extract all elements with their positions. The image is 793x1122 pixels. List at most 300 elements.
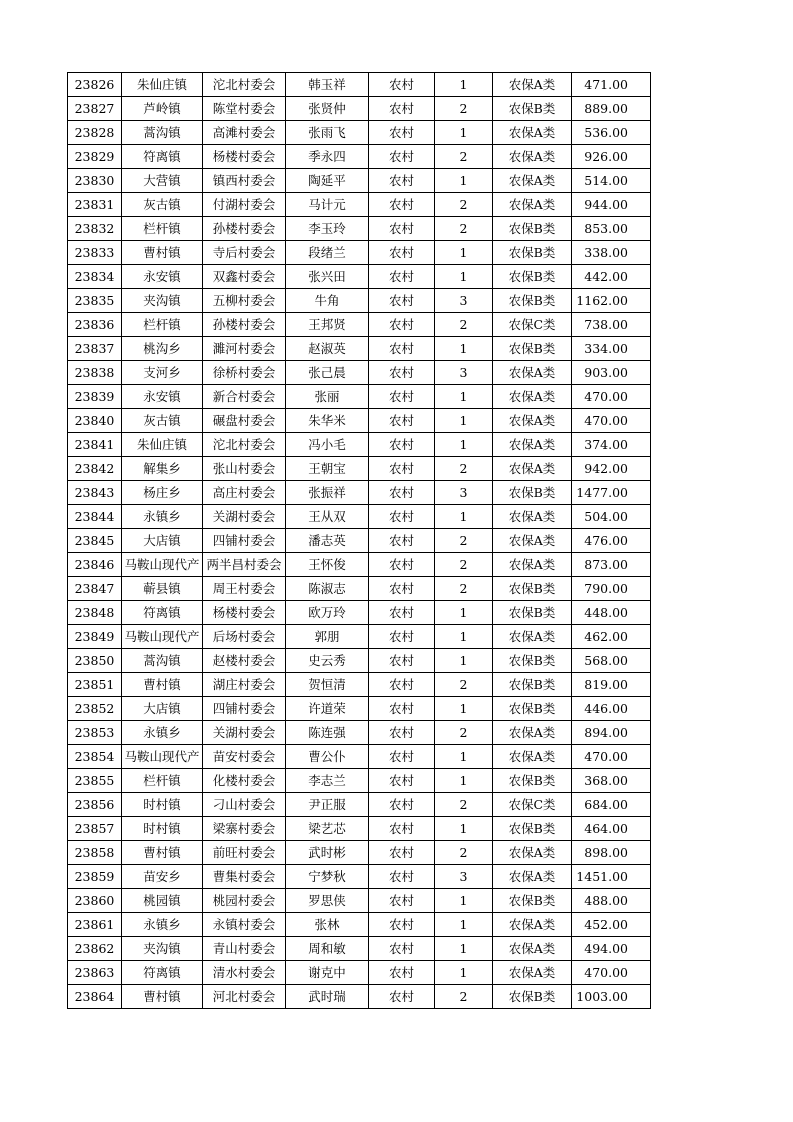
insurance-type-cell: 农保B类	[493, 241, 572, 265]
insurance-type-cell: 农保B类	[493, 265, 572, 289]
record-id-cell: 23826	[68, 73, 122, 97]
category-cell: 农村	[369, 73, 435, 97]
name-cell: 罗思侠	[286, 889, 369, 913]
household-size-cell: 2	[435, 577, 493, 601]
town-cell: 灰古镇	[122, 409, 203, 433]
insurance-type-cell: 农保A类	[493, 529, 572, 553]
table-row	[68, 721, 651, 745]
insurance-type-cell: 农保A类	[493, 457, 572, 481]
category-cell: 农村	[369, 337, 435, 361]
insurance-type-cell: 农保A类	[493, 73, 572, 97]
insurance-type-cell: 农保C类	[493, 793, 572, 817]
village-committee-cell: 杨楼村委会	[203, 601, 286, 625]
table-row	[68, 817, 651, 841]
household-size-cell: 2	[435, 313, 493, 337]
village-committee-cell: 赵楼村委会	[203, 649, 286, 673]
category-cell: 农村	[369, 961, 435, 985]
table-row	[68, 457, 651, 481]
name-cell: 张己晨	[286, 361, 369, 385]
household-size-cell: 1	[435, 169, 493, 193]
record-id-cell: 23859	[68, 865, 122, 889]
category-cell: 农村	[369, 577, 435, 601]
village-committee-cell: 桃园村委会	[203, 889, 286, 913]
town-cell: 支河乡	[122, 361, 203, 385]
amount-cell: 894.00	[572, 721, 651, 745]
town-cell: 符离镇	[122, 601, 203, 625]
record-id-cell: 23861	[68, 913, 122, 937]
records-table	[67, 72, 651, 1009]
village-committee-cell: 周王村委会	[203, 577, 286, 601]
name-cell: 王朝宝	[286, 457, 369, 481]
category-cell: 农村	[369, 937, 435, 961]
name-cell: 张振祥	[286, 481, 369, 505]
household-size-cell: 2	[435, 97, 493, 121]
town-cell: 灰古镇	[122, 193, 203, 217]
record-id-cell: 23855	[68, 769, 122, 793]
amount-cell: 944.00	[572, 193, 651, 217]
insurance-type-cell: 农保A类	[493, 913, 572, 937]
table-row	[68, 865, 651, 889]
insurance-type-cell: 农保B类	[493, 481, 572, 505]
amount-cell: 471.00	[572, 73, 651, 97]
record-id-cell: 23830	[68, 169, 122, 193]
table-row	[68, 505, 651, 529]
category-cell: 农村	[369, 385, 435, 409]
record-id-cell: 23851	[68, 673, 122, 697]
table-row	[68, 985, 651, 1009]
town-cell: 曹村镇	[122, 241, 203, 265]
amount-cell: 684.00	[572, 793, 651, 817]
category-cell: 农村	[369, 985, 435, 1009]
village-committee-cell: 付湖村委会	[203, 193, 286, 217]
household-size-cell: 1	[435, 265, 493, 289]
household-size-cell: 2	[435, 673, 493, 697]
village-committee-cell: 高滩村委会	[203, 121, 286, 145]
village-committee-cell: 前旺村委会	[203, 841, 286, 865]
name-cell: 韩玉祥	[286, 73, 369, 97]
insurance-type-cell: 农保B类	[493, 97, 572, 121]
insurance-type-cell: 农保A类	[493, 361, 572, 385]
town-cell: 永安镇	[122, 385, 203, 409]
town-cell: 马鞍山现代产	[122, 625, 203, 649]
insurance-type-cell: 农保A类	[493, 145, 572, 169]
table-row	[68, 673, 651, 697]
record-id-cell: 23848	[68, 601, 122, 625]
insurance-type-cell: 农保A类	[493, 937, 572, 961]
insurance-type-cell: 农保B类	[493, 217, 572, 241]
household-size-cell: 1	[435, 241, 493, 265]
category-cell: 农村	[369, 649, 435, 673]
table-row	[68, 265, 651, 289]
insurance-type-cell: 农保B类	[493, 769, 572, 793]
village-committee-cell: 双鑫村委会	[203, 265, 286, 289]
record-id-cell: 23856	[68, 793, 122, 817]
town-cell: 桃沟乡	[122, 337, 203, 361]
table-body	[68, 73, 651, 1009]
table-row	[68, 145, 651, 169]
amount-cell: 504.00	[572, 505, 651, 529]
record-id-cell: 23864	[68, 985, 122, 1009]
amount-cell: 903.00	[572, 361, 651, 385]
insurance-type-cell: 农保B类	[493, 817, 572, 841]
name-cell: 王怀俊	[286, 553, 369, 577]
name-cell: 武时彬	[286, 841, 369, 865]
name-cell: 李玉玲	[286, 217, 369, 241]
insurance-type-cell: 农保A类	[493, 385, 572, 409]
town-cell: 曹村镇	[122, 841, 203, 865]
town-cell: 苗安乡	[122, 865, 203, 889]
household-size-cell: 2	[435, 793, 493, 817]
name-cell: 陈淑志	[286, 577, 369, 601]
name-cell: 潘志英	[286, 529, 369, 553]
town-cell: 蒿沟镇	[122, 649, 203, 673]
table-row	[68, 193, 651, 217]
household-size-cell: 1	[435, 817, 493, 841]
name-cell: 张丽	[286, 385, 369, 409]
record-id-cell: 23834	[68, 265, 122, 289]
village-committee-cell: 新合村委会	[203, 385, 286, 409]
town-cell: 蒿沟镇	[122, 121, 203, 145]
village-committee-cell: 河北村委会	[203, 985, 286, 1009]
town-cell: 时村镇	[122, 817, 203, 841]
record-id-cell: 23850	[68, 649, 122, 673]
amount-cell: 470.00	[572, 385, 651, 409]
town-cell: 朱仙庄镇	[122, 433, 203, 457]
category-cell: 农村	[369, 865, 435, 889]
household-size-cell: 2	[435, 145, 493, 169]
name-cell: 李志兰	[286, 769, 369, 793]
town-cell: 杨庄乡	[122, 481, 203, 505]
amount-cell: 1003.00	[572, 985, 651, 1009]
amount-cell: 738.00	[572, 313, 651, 337]
household-size-cell: 2	[435, 985, 493, 1009]
household-size-cell: 1	[435, 913, 493, 937]
amount-cell: 334.00	[572, 337, 651, 361]
category-cell: 农村	[369, 241, 435, 265]
village-committee-cell: 四铺村委会	[203, 529, 286, 553]
table-row	[68, 913, 651, 937]
name-cell: 谢克中	[286, 961, 369, 985]
household-size-cell: 3	[435, 865, 493, 889]
category-cell: 农村	[369, 97, 435, 121]
table-row	[68, 889, 651, 913]
name-cell: 王邦贤	[286, 313, 369, 337]
village-committee-cell: 徐桥村委会	[203, 361, 286, 385]
table-row	[68, 73, 651, 97]
category-cell: 农村	[369, 433, 435, 457]
record-id-cell: 23841	[68, 433, 122, 457]
town-cell: 永安镇	[122, 265, 203, 289]
category-cell: 农村	[369, 169, 435, 193]
village-committee-cell: 孙楼村委会	[203, 217, 286, 241]
table-row	[68, 841, 651, 865]
amount-cell: 1477.00	[572, 481, 651, 505]
record-id-cell: 23828	[68, 121, 122, 145]
category-cell: 农村	[369, 289, 435, 313]
amount-cell: 374.00	[572, 433, 651, 457]
category-cell: 农村	[369, 217, 435, 241]
category-cell: 农村	[369, 265, 435, 289]
household-size-cell: 2	[435, 553, 493, 577]
town-cell: 时村镇	[122, 793, 203, 817]
name-cell: 武时瑞	[286, 985, 369, 1009]
record-id-cell: 23836	[68, 313, 122, 337]
village-committee-cell: 后场村委会	[203, 625, 286, 649]
table-row	[68, 121, 651, 145]
record-id-cell: 23839	[68, 385, 122, 409]
town-cell: 符离镇	[122, 961, 203, 985]
record-id-cell: 23835	[68, 289, 122, 313]
village-committee-cell: 化楼村委会	[203, 769, 286, 793]
household-size-cell: 2	[435, 529, 493, 553]
household-size-cell: 1	[435, 73, 493, 97]
amount-cell: 819.00	[572, 673, 651, 697]
insurance-type-cell: 农保B类	[493, 577, 572, 601]
insurance-type-cell: 农保B类	[493, 889, 572, 913]
table-row	[68, 697, 651, 721]
category-cell: 农村	[369, 457, 435, 481]
insurance-type-cell: 农保A类	[493, 433, 572, 457]
table-row	[68, 433, 651, 457]
village-committee-cell: 清水村委会	[203, 961, 286, 985]
amount-cell: 488.00	[572, 889, 651, 913]
household-size-cell: 3	[435, 289, 493, 313]
insurance-type-cell: 农保A类	[493, 961, 572, 985]
village-committee-cell: 孙楼村委会	[203, 313, 286, 337]
insurance-type-cell: 农保A类	[493, 745, 572, 769]
amount-cell: 442.00	[572, 265, 651, 289]
village-committee-cell: 刁山村委会	[203, 793, 286, 817]
insurance-type-cell: 农保B类	[493, 697, 572, 721]
name-cell: 陈连强	[286, 721, 369, 745]
household-size-cell: 1	[435, 889, 493, 913]
name-cell: 尹正服	[286, 793, 369, 817]
name-cell: 段绪兰	[286, 241, 369, 265]
town-cell: 栏杆镇	[122, 313, 203, 337]
category-cell: 农村	[369, 673, 435, 697]
category-cell: 农村	[369, 553, 435, 577]
village-committee-cell: 杨楼村委会	[203, 145, 286, 169]
table-row	[68, 529, 651, 553]
name-cell: 宁梦秋	[286, 865, 369, 889]
category-cell: 农村	[369, 817, 435, 841]
insurance-type-cell: 农保B类	[493, 985, 572, 1009]
village-committee-cell: 五柳村委会	[203, 289, 286, 313]
amount-cell: 1451.00	[572, 865, 651, 889]
table-row	[68, 337, 651, 361]
record-id-cell: 23838	[68, 361, 122, 385]
table-row	[68, 289, 651, 313]
insurance-type-cell: 农保C类	[493, 313, 572, 337]
village-committee-cell: 高庄村委会	[203, 481, 286, 505]
amount-cell: 470.00	[572, 745, 651, 769]
household-size-cell: 1	[435, 121, 493, 145]
village-committee-cell: 关湖村委会	[203, 721, 286, 745]
table-row	[68, 217, 651, 241]
town-cell: 马鞍山现代产	[122, 553, 203, 577]
town-cell: 芦岭镇	[122, 97, 203, 121]
amount-cell: 368.00	[572, 769, 651, 793]
table-row	[68, 241, 651, 265]
name-cell: 牛角	[286, 289, 369, 313]
table-row	[68, 937, 651, 961]
table-row	[68, 313, 651, 337]
category-cell: 农村	[369, 913, 435, 937]
household-size-cell: 1	[435, 337, 493, 361]
name-cell: 周和敏	[286, 937, 369, 961]
name-cell: 陶延平	[286, 169, 369, 193]
category-cell: 农村	[369, 697, 435, 721]
insurance-type-cell: 农保B类	[493, 337, 572, 361]
village-committee-cell: 碾盘村委会	[203, 409, 286, 433]
table-row	[68, 169, 651, 193]
table-row	[68, 745, 651, 769]
household-size-cell: 2	[435, 457, 493, 481]
record-id-cell: 23846	[68, 553, 122, 577]
amount-cell: 942.00	[572, 457, 651, 481]
category-cell: 农村	[369, 745, 435, 769]
insurance-type-cell: 农保A类	[493, 865, 572, 889]
town-cell: 栏杆镇	[122, 217, 203, 241]
amount-cell: 926.00	[572, 145, 651, 169]
insurance-type-cell: 农保A类	[493, 193, 572, 217]
category-cell: 农村	[369, 193, 435, 217]
table-row	[68, 97, 651, 121]
table-row	[68, 649, 651, 673]
town-cell: 解集乡	[122, 457, 203, 481]
name-cell: 张贤仲	[286, 97, 369, 121]
table-row	[68, 385, 651, 409]
record-id-cell: 23837	[68, 337, 122, 361]
insurance-type-cell: 农保B类	[493, 601, 572, 625]
insurance-type-cell: 农保B类	[493, 649, 572, 673]
category-cell: 农村	[369, 769, 435, 793]
amount-cell: 464.00	[572, 817, 651, 841]
village-committee-cell: 两半昌村委会	[203, 553, 286, 577]
name-cell: 许道荣	[286, 697, 369, 721]
table-row	[68, 601, 651, 625]
household-size-cell: 1	[435, 601, 493, 625]
record-id-cell: 23847	[68, 577, 122, 601]
village-committee-cell: 镇西村委会	[203, 169, 286, 193]
table-row	[68, 481, 651, 505]
town-cell: 大店镇	[122, 697, 203, 721]
table-row	[68, 577, 651, 601]
table-row	[68, 769, 651, 793]
table-row	[68, 961, 651, 985]
town-cell: 朱仙庄镇	[122, 73, 203, 97]
village-committee-cell: 沱北村委会	[203, 433, 286, 457]
village-committee-cell: 青山村委会	[203, 937, 286, 961]
household-size-cell: 2	[435, 193, 493, 217]
name-cell: 曹公仆	[286, 745, 369, 769]
insurance-type-cell: 农保A类	[493, 121, 572, 145]
insurance-type-cell: 农保A类	[493, 625, 572, 649]
category-cell: 农村	[369, 841, 435, 865]
name-cell: 梁艺芯	[286, 817, 369, 841]
name-cell: 贺恒清	[286, 673, 369, 697]
name-cell: 冯小毛	[286, 433, 369, 457]
amount-cell: 873.00	[572, 553, 651, 577]
category-cell: 农村	[369, 625, 435, 649]
record-id-cell: 23849	[68, 625, 122, 649]
record-id-cell: 23854	[68, 745, 122, 769]
name-cell: 张兴田	[286, 265, 369, 289]
household-size-cell: 1	[435, 433, 493, 457]
record-id-cell: 23852	[68, 697, 122, 721]
name-cell: 赵淑英	[286, 337, 369, 361]
amount-cell: 470.00	[572, 961, 651, 985]
insurance-type-cell: 农保A类	[493, 553, 572, 577]
amount-cell: 338.00	[572, 241, 651, 265]
household-size-cell: 1	[435, 385, 493, 409]
table-row	[68, 793, 651, 817]
category-cell: 农村	[369, 505, 435, 529]
town-cell: 桃园镇	[122, 889, 203, 913]
name-cell: 史云秀	[286, 649, 369, 673]
category-cell: 农村	[369, 313, 435, 337]
household-size-cell: 1	[435, 649, 493, 673]
insurance-type-cell: 农保A类	[493, 169, 572, 193]
record-id-cell: 23840	[68, 409, 122, 433]
insurance-type-cell: 农保A类	[493, 841, 572, 865]
town-cell: 符离镇	[122, 145, 203, 169]
town-cell: 永镇乡	[122, 913, 203, 937]
village-committee-cell: 关湖村委会	[203, 505, 286, 529]
household-size-cell: 1	[435, 625, 493, 649]
record-id-cell: 23843	[68, 481, 122, 505]
table-row	[68, 361, 651, 385]
household-size-cell: 2	[435, 841, 493, 865]
amount-cell: 536.00	[572, 121, 651, 145]
town-cell: 夹沟镇	[122, 937, 203, 961]
insurance-type-cell: 农保A类	[493, 721, 572, 745]
category-cell: 农村	[369, 145, 435, 169]
household-size-cell: 1	[435, 961, 493, 985]
category-cell: 农村	[369, 889, 435, 913]
household-size-cell: 1	[435, 745, 493, 769]
household-size-cell: 2	[435, 721, 493, 745]
insurance-type-cell: 农保A类	[493, 505, 572, 529]
category-cell: 农村	[369, 601, 435, 625]
town-cell: 大营镇	[122, 169, 203, 193]
record-id-cell: 23845	[68, 529, 122, 553]
amount-cell: 470.00	[572, 409, 651, 433]
town-cell: 永镇乡	[122, 721, 203, 745]
household-size-cell: 1	[435, 409, 493, 433]
name-cell: 季永四	[286, 145, 369, 169]
amount-cell: 446.00	[572, 697, 651, 721]
category-cell: 农村	[369, 121, 435, 145]
village-committee-cell: 濉河村委会	[203, 337, 286, 361]
village-committee-cell: 张山村委会	[203, 457, 286, 481]
amount-cell: 494.00	[572, 937, 651, 961]
table-row	[68, 409, 651, 433]
village-committee-cell: 四铺村委会	[203, 697, 286, 721]
record-id-cell: 23858	[68, 841, 122, 865]
household-size-cell: 1	[435, 697, 493, 721]
record-id-cell: 23833	[68, 241, 122, 265]
amount-cell: 476.00	[572, 529, 651, 553]
record-id-cell: 23827	[68, 97, 122, 121]
household-size-cell: 1	[435, 769, 493, 793]
village-committee-cell: 陈堂村委会	[203, 97, 286, 121]
category-cell: 农村	[369, 793, 435, 817]
village-committee-cell: 曹集村委会	[203, 865, 286, 889]
village-committee-cell: 梁寨村委会	[203, 817, 286, 841]
town-cell: 曹村镇	[122, 985, 203, 1009]
household-size-cell: 1	[435, 505, 493, 529]
